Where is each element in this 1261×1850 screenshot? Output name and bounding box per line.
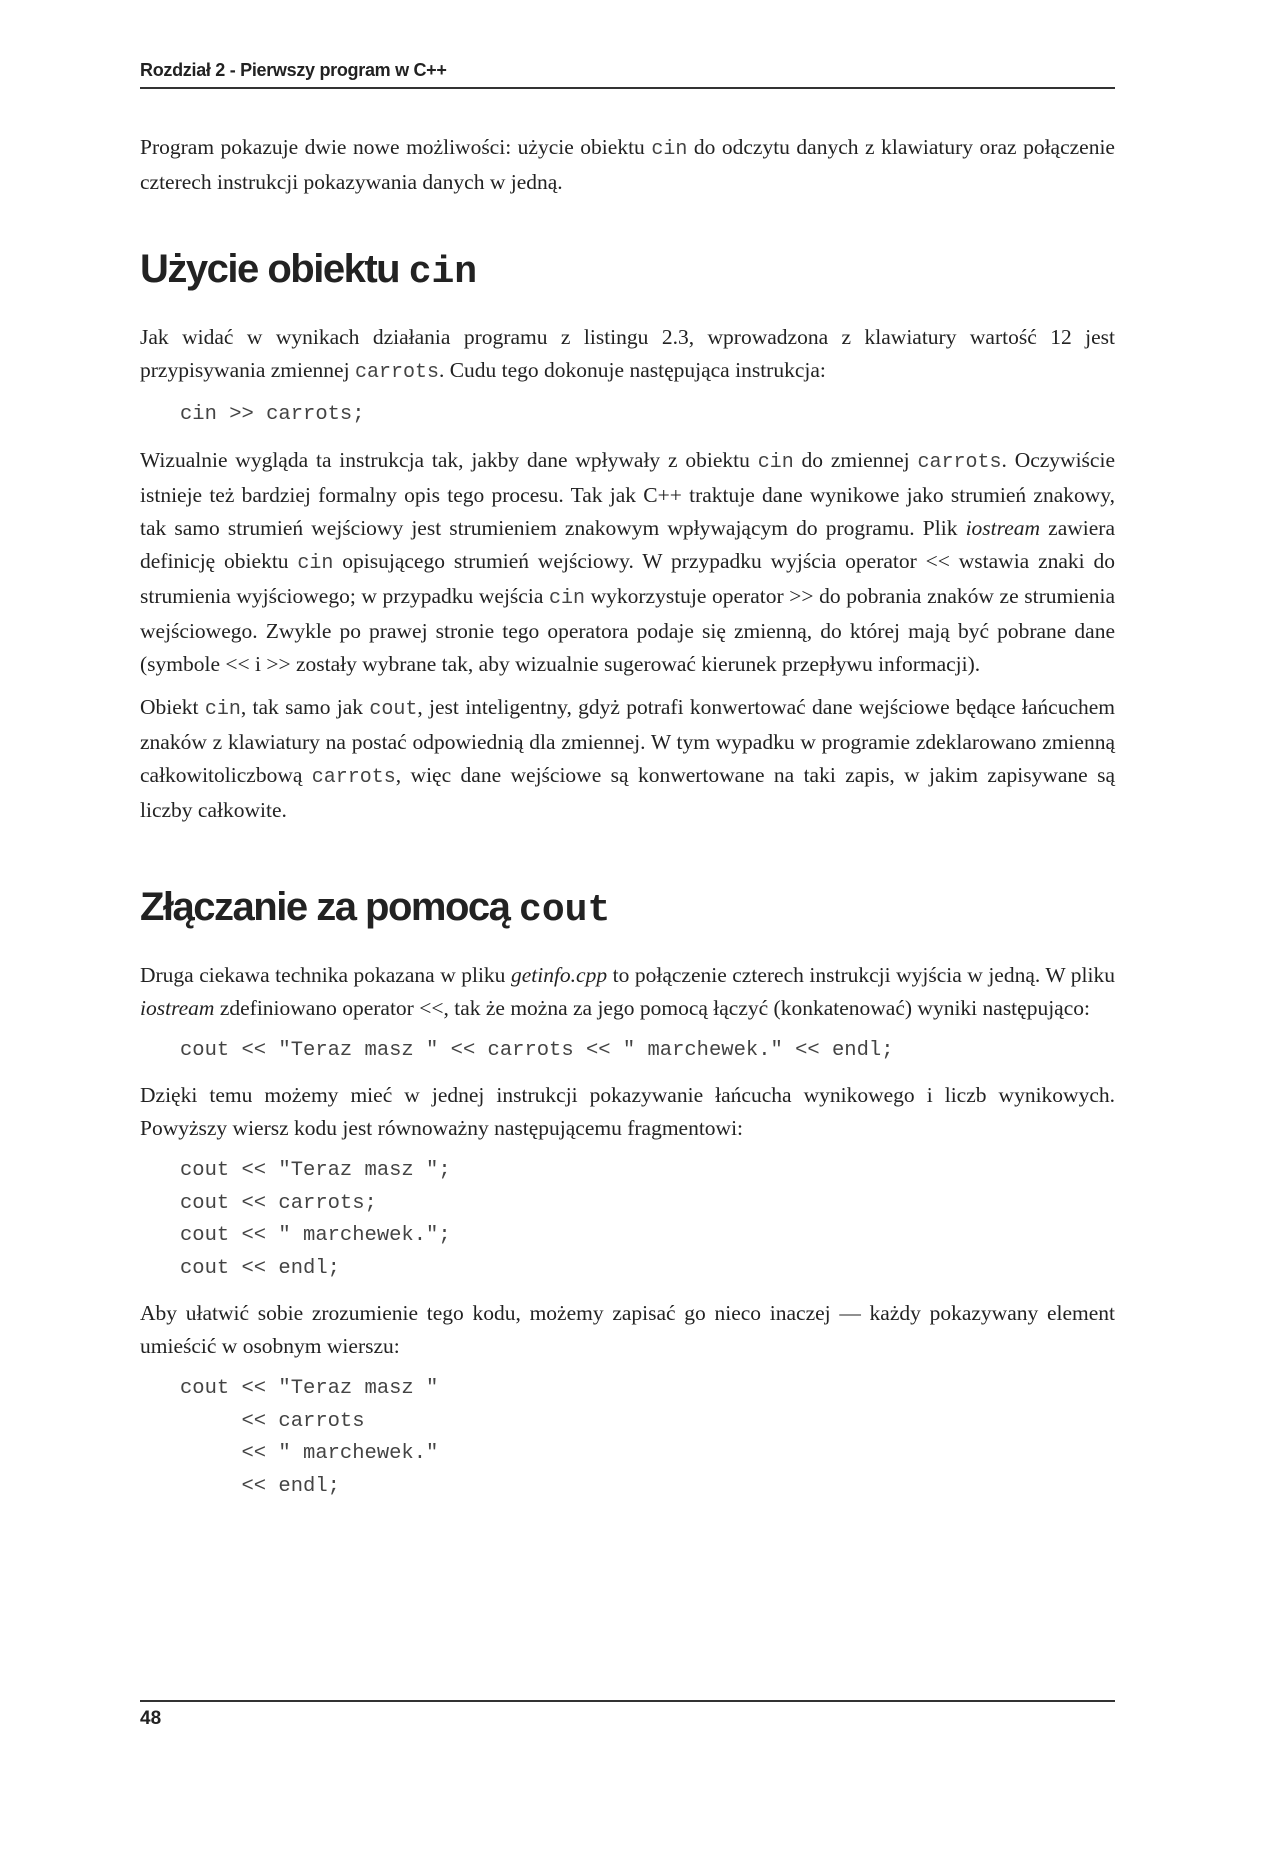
text: Obiekt — [140, 694, 205, 719]
heading-text: Złączanie za pomocą — [140, 884, 520, 929]
code-block: cin >> carrots; — [180, 403, 365, 426]
inline-code: carrots — [917, 450, 1002, 474]
inline-code: carrots — [354, 361, 439, 384]
heading-code: cin — [408, 251, 478, 294]
heading-code: cout — [519, 888, 611, 932]
inline-code: cin — [757, 450, 794, 474]
inline-code: cin — [651, 138, 688, 161]
filename: iostream — [965, 515, 1041, 540]
inline-code: cout — [369, 697, 418, 721]
running-head: Rozdział 2 - Pierwszy program w C++ — [140, 60, 1115, 89]
text: wykorzystuje operator >> do pobrania znaków ze strumienia wejściowego. Zwykle po prawej stronie tego operatora podaje się zmienną, do której mają być pobrane dane (symbole << i >> zostały wybrane tak, aby wizualnie sugerować kierunek przepływu informacji). — [140, 583, 1115, 676]
heading-text: Użycie obiektu — [140, 247, 409, 291]
code-line: cout << endl; — [180, 1256, 340, 1280]
code-line: << " marchewek." — [180, 1442, 439, 1465]
text: Wizualnie wygląda ta instrukcja tak, jakby dane wpływały z obiektu — [140, 447, 758, 472]
text: , więc dane wejściowe są konwertowane na taki zapis, w jakim zapisywane są liczby całkowite. — [140, 762, 1115, 822]
page — [140, 60, 1115, 1515]
paragraph: Dzięki temu możemy mieć w jednej instrukcji pokazywanie łańcucha wynikowego i liczb wynikowych. Powyższy wiersz kodu jest równoważny następującemu fragmentowi: — [140, 1083, 1115, 1140]
paragraph — [140, 691, 1115, 827]
text: Druga ciekawa technika pokazana w pliku — [140, 962, 511, 987]
code-block: cout << "Teraz masz " << carrots << " marchewek." << endl; — [180, 1038, 894, 1062]
text: . Oczywiście istnieje też bardziej formalny opis tego procesu. Tak jak C++ traktuje dane wynikowe jako strumień znakowy, tak samo strumień wejściowy jest strumieniem znakowym wpływającym do programu. Plik — [140, 447, 1115, 540]
page-number: 48 — [140, 1708, 162, 1729]
code-block — [180, 1373, 1115, 1503]
filename: getinfo.cpp — [510, 962, 608, 987]
paragraph — [140, 444, 1115, 681]
paragraph — [140, 959, 1115, 1025]
section-heading-cin — [140, 241, 1115, 301]
inline-code: carrots — [311, 765, 396, 789]
text: Program pokazuje dwie nowe możliwości: użycie obiektu — [140, 135, 652, 159]
inline-code: cin — [297, 551, 334, 575]
code-line: cout << " marchewek."; — [180, 1224, 451, 1247]
text: , tak samo jak — [240, 694, 370, 719]
section-heading-cout — [140, 879, 1115, 939]
code-line: << endl; — [180, 1474, 340, 1498]
code-block — [180, 1155, 1115, 1285]
text: do zmiennej — [793, 447, 918, 472]
footer-rule — [140, 1700, 1115, 1702]
text: opisującego strumień wejściowy. W przypadku wyjścia operator << wstawia znaki do strumienia wyjściowego; w przypadku wejścia — [140, 548, 1115, 608]
filename: iostream — [140, 995, 215, 1020]
text: zdefiniowano operator <<, tak że można za jego pomocą łączyć (konkatenować) wyniki następująco: — [214, 995, 1090, 1020]
inline-code: cin — [204, 697, 241, 721]
text: , jest inteligentny, gdyż potrafi konwertować dane wejściowe będące łańcuchem znaków z klawiatury na postać odpowiednią dla zmiennej. W tym wypadku w programie zdeklarowano zmienną całkowitoliczbową — [140, 694, 1115, 787]
text: . Cudu tego dokonuje następująca instrukcja: — [438, 358, 826, 382]
paragraph: Aby ułatwić sobie zrozumienie tego kodu, możemy zapisać go nieco inaczej — każdy pokazywany element umieścić w osobnym wierszu: — [140, 1301, 1115, 1358]
code-line: cout << "Teraz masz " — [180, 1377, 439, 1400]
text: Jak widać w wynikach działania programu z listingu 2.3, wprowadzona z klawiatury wartość 12 jest przypisywania zmiennej — [140, 325, 1115, 382]
text: zawiera definicję obiektu — [140, 515, 1115, 573]
code-line: << carrots — [180, 1409, 365, 1433]
code-line: cout << carrots; — [180, 1191, 377, 1215]
inline-code: cin — [548, 586, 585, 610]
text: do odczytu danych z klawiatury oraz połączenie czterech instrukcji pokazywania danych w jedną. — [140, 135, 1115, 194]
intro-paragraph — [140, 131, 1115, 199]
text: to połączenie czterech instrukcji wyjścia w jedną. W pliku — [607, 962, 1115, 987]
paragraph — [140, 321, 1115, 389]
code-line: cout << "Teraz masz "; — [180, 1159, 451, 1182]
